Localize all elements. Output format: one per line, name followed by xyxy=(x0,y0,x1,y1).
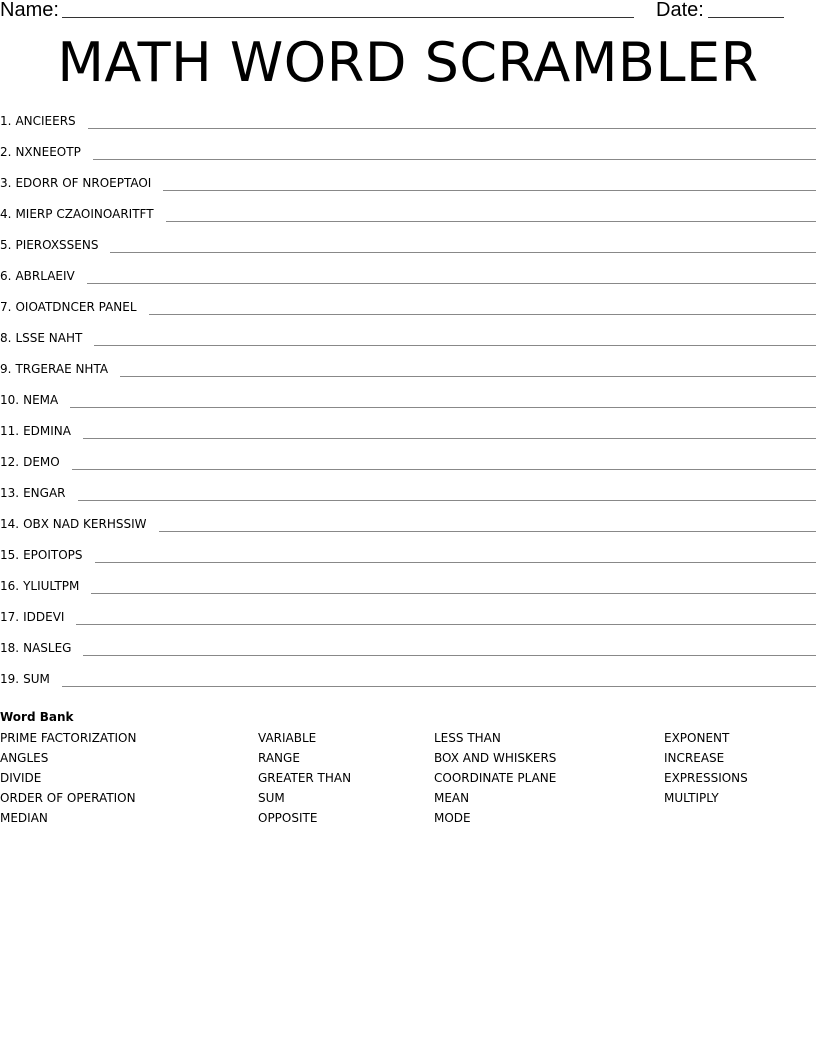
puzzle-row xyxy=(0,544,816,575)
name-label: Name: xyxy=(0,0,59,21)
page-title: MATH WORD SCRAMBLER xyxy=(57,31,759,94)
puzzle-number: 2. xyxy=(0,145,12,159)
word-bank-item: VARIABLE xyxy=(258,731,317,745)
answer-line[interactable] xyxy=(159,531,816,532)
puzzle-number: 12. xyxy=(0,455,20,469)
word-bank-column xyxy=(664,728,748,808)
word-bank-item: MEAN xyxy=(434,791,470,805)
puzzle-row xyxy=(0,451,816,482)
scrambled-word: NXNEEOTP xyxy=(15,145,81,159)
puzzle-number: 17. xyxy=(0,610,20,624)
word-bank-item: SUM xyxy=(258,791,285,805)
puzzle-row xyxy=(0,203,816,234)
word-bank-item: INCREASE xyxy=(664,751,725,765)
puzzle-number: 15. xyxy=(0,548,20,562)
puzzle-row xyxy=(0,234,816,265)
scrambled-word: OIOATDNCER PANEL xyxy=(15,300,137,314)
puzzle-number: 7. xyxy=(0,300,12,314)
puzzle-number: 9. xyxy=(0,362,12,376)
scrambled-word: DEMO xyxy=(23,455,60,469)
puzzle-number: 3. xyxy=(0,176,12,190)
scrambled-word: ANCIEERS xyxy=(15,114,76,128)
scrambled-word: LSSE NAHT xyxy=(15,331,83,345)
word-bank-item: RANGE xyxy=(258,751,300,765)
scrambled-word: TRGERAE NHTA xyxy=(15,362,109,376)
word-bank-item: ANGLES xyxy=(0,751,49,765)
date-field[interactable] xyxy=(708,17,784,18)
puzzle-row xyxy=(0,327,816,358)
name-field[interactable] xyxy=(62,17,634,18)
puzzle-row xyxy=(0,389,816,420)
scrambled-word: EDORR OF NROEPTAOI xyxy=(15,176,152,190)
answer-line[interactable] xyxy=(78,500,816,501)
answer-line[interactable] xyxy=(62,686,816,687)
word-bank-item: LESS THAN xyxy=(434,731,501,745)
word-bank-item: OPPOSITE xyxy=(258,811,318,825)
puzzle-row xyxy=(0,358,816,389)
scrambled-word: PIEROXSSENS xyxy=(15,238,99,252)
scrambled-word: SUM xyxy=(23,672,50,686)
word-bank-item: EXPONENT xyxy=(664,731,730,745)
word-bank-item: COORDINATE PLANE xyxy=(434,771,557,785)
answer-line[interactable] xyxy=(91,593,816,594)
answer-line[interactable] xyxy=(88,128,816,129)
word-bank-column xyxy=(0,728,136,828)
puzzle-number: 5. xyxy=(0,238,12,252)
scrambled-word: IDDEVI xyxy=(23,610,65,624)
answer-line[interactable] xyxy=(163,190,816,191)
puzzle-number: 4. xyxy=(0,207,12,221)
answer-line[interactable] xyxy=(166,221,816,222)
puzzle-row xyxy=(0,482,816,513)
scrambled-word: ABRLAEIV xyxy=(15,269,75,283)
puzzle-number: 13. xyxy=(0,486,20,500)
answer-line[interactable] xyxy=(95,562,816,563)
puzzle-number: 18. xyxy=(0,641,20,655)
answer-line[interactable] xyxy=(72,469,816,470)
scrambled-word: OBX NAD KERHSSIW xyxy=(23,517,147,531)
puzzle-number: 16. xyxy=(0,579,20,593)
scrambled-word: ENGAR xyxy=(23,486,66,500)
puzzle-number: 1. xyxy=(0,114,12,128)
word-bank-title: Word Bank xyxy=(0,710,74,724)
answer-line[interactable] xyxy=(83,655,816,656)
scrambled-word: EDMINA xyxy=(23,424,71,438)
answer-line[interactable] xyxy=(93,159,816,160)
puzzle-number: 8. xyxy=(0,331,12,345)
answer-line[interactable] xyxy=(87,283,816,284)
answer-line[interactable] xyxy=(70,407,816,408)
puzzle-list xyxy=(0,110,816,699)
answer-line[interactable] xyxy=(83,438,816,439)
scrambled-word: EPOITOPS xyxy=(23,548,83,562)
word-bank-item: EXPRESSIONS xyxy=(664,771,748,785)
puzzle-number: 19. xyxy=(0,672,20,686)
puzzle-row xyxy=(0,110,816,141)
puzzle-row xyxy=(0,575,816,606)
answer-line[interactable] xyxy=(110,252,816,253)
puzzle-row xyxy=(0,296,816,327)
puzzle-row xyxy=(0,265,816,296)
word-bank-item: ORDER OF OPERATION xyxy=(0,791,136,805)
scrambled-word: NEMA xyxy=(23,393,59,407)
answer-line[interactable] xyxy=(149,314,816,315)
word-bank-item: MODE xyxy=(434,811,471,825)
word-bank-item: MULTIPLY xyxy=(664,791,719,805)
word-bank-column xyxy=(258,728,351,828)
scrambled-word: MIERP CZAOINOARITFT xyxy=(15,207,154,221)
puzzle-row xyxy=(0,606,816,637)
word-bank-item: BOX AND WHISKERS xyxy=(434,751,557,765)
puzzle-row xyxy=(0,668,816,699)
word-bank-item: DIVIDE xyxy=(0,771,42,785)
puzzle-number: 10. xyxy=(0,393,20,407)
word-bank-item: MEDIAN xyxy=(0,811,48,825)
puzzle-number: 14. xyxy=(0,517,20,531)
word-bank-item: PRIME FACTORIZATION xyxy=(0,731,137,745)
word-bank-item: GREATER THAN xyxy=(258,771,352,785)
answer-line[interactable] xyxy=(94,345,816,346)
scrambled-word: YLIULTPM xyxy=(23,579,80,593)
date-label: Date: xyxy=(656,0,704,21)
puzzle-row xyxy=(0,141,816,172)
puzzle-row xyxy=(0,637,816,668)
word-bank-column xyxy=(434,728,556,828)
puzzle-row xyxy=(0,172,816,203)
puzzle-number: 6. xyxy=(0,269,12,283)
puzzle-row xyxy=(0,513,816,544)
scrambled-word: NASLEG xyxy=(23,641,72,655)
header xyxy=(0,0,816,24)
answer-line[interactable] xyxy=(120,376,816,377)
puzzle-number: 11. xyxy=(0,424,20,438)
puzzle-row xyxy=(0,420,816,451)
answer-line[interactable] xyxy=(76,624,816,625)
